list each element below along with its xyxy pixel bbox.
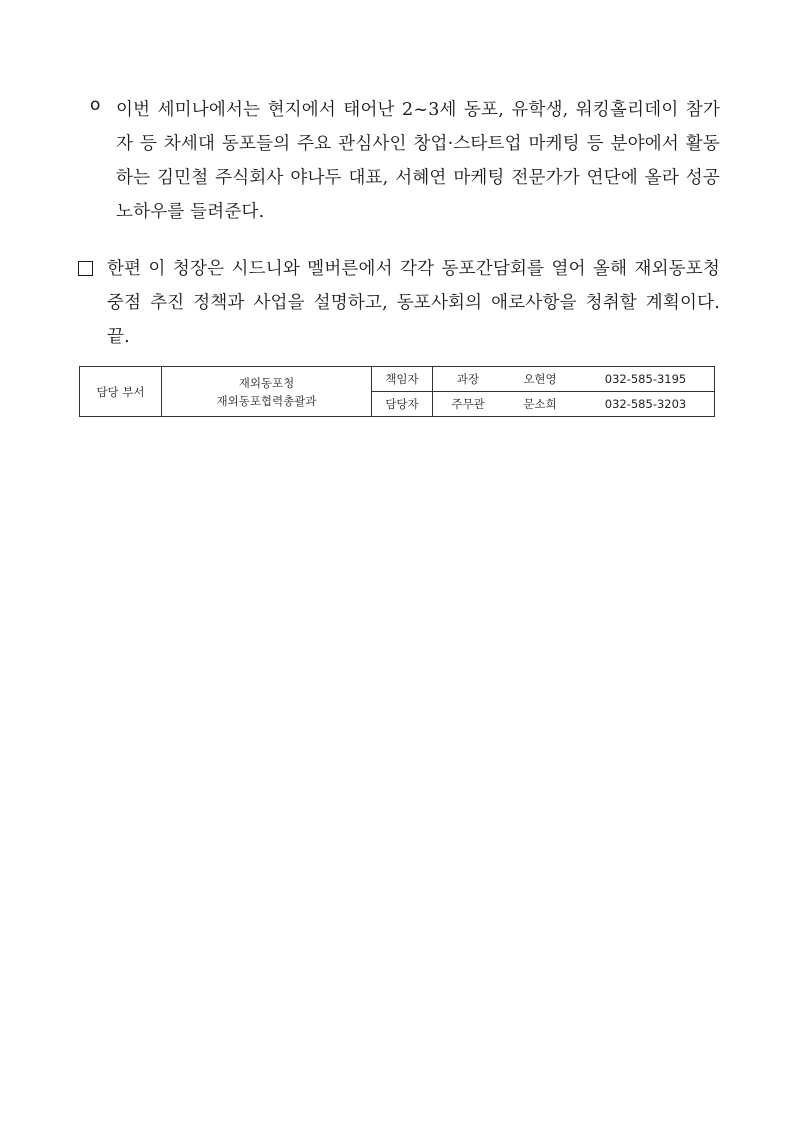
position-cell: 과장	[433, 367, 504, 392]
paragraph-meetings-text: 한편 이 청장은 시드니와 멜버른에서 각각 동포간담회를 열어 올해 재외동포청 중점 추진 정책과 사업을 설명하고, 동포사회의 애로사항을 청취할 계획이다. 끝.	[107, 259, 720, 347]
name-cell: 오현영	[503, 367, 577, 392]
square-bullet-icon	[78, 261, 93, 276]
name-cell: 문소희	[503, 392, 577, 417]
paragraph-seminar-text: 이번 세미나에서는 현지에서 태어난 2~3세 동포, 유학생, 워킹홀리데이 참가자 등 차세대 동포들의 주요 관심사인 창업·스타트업 마케팅 등 분야에서 활동하는 김민철 주식회사 야나두 대표, 서혜연 마케팅 전문가가 연단에 올라 성공 노하우를 들려준다.	[116, 100, 720, 222]
role-cell: 담당자	[372, 392, 433, 417]
position-cell: 주무관	[433, 392, 504, 417]
dept-name-line1: 재외동포청	[238, 375, 295, 390]
contact-table	[79, 366, 715, 417]
role-cell: 책임자	[372, 367, 433, 392]
dept-name	[162, 367, 372, 417]
paragraph-seminar	[90, 93, 720, 229]
circle-bullet-icon: o	[90, 95, 101, 115]
paragraph-meetings	[78, 252, 720, 354]
dept-name-line2: 재외동포협력총괄과	[216, 393, 317, 408]
phone-cell: 032-585-3203	[577, 392, 715, 417]
dept-label: 담당 부서	[80, 367, 162, 417]
phone-cell: 032-585-3195	[577, 367, 715, 392]
table-row	[80, 367, 715, 392]
